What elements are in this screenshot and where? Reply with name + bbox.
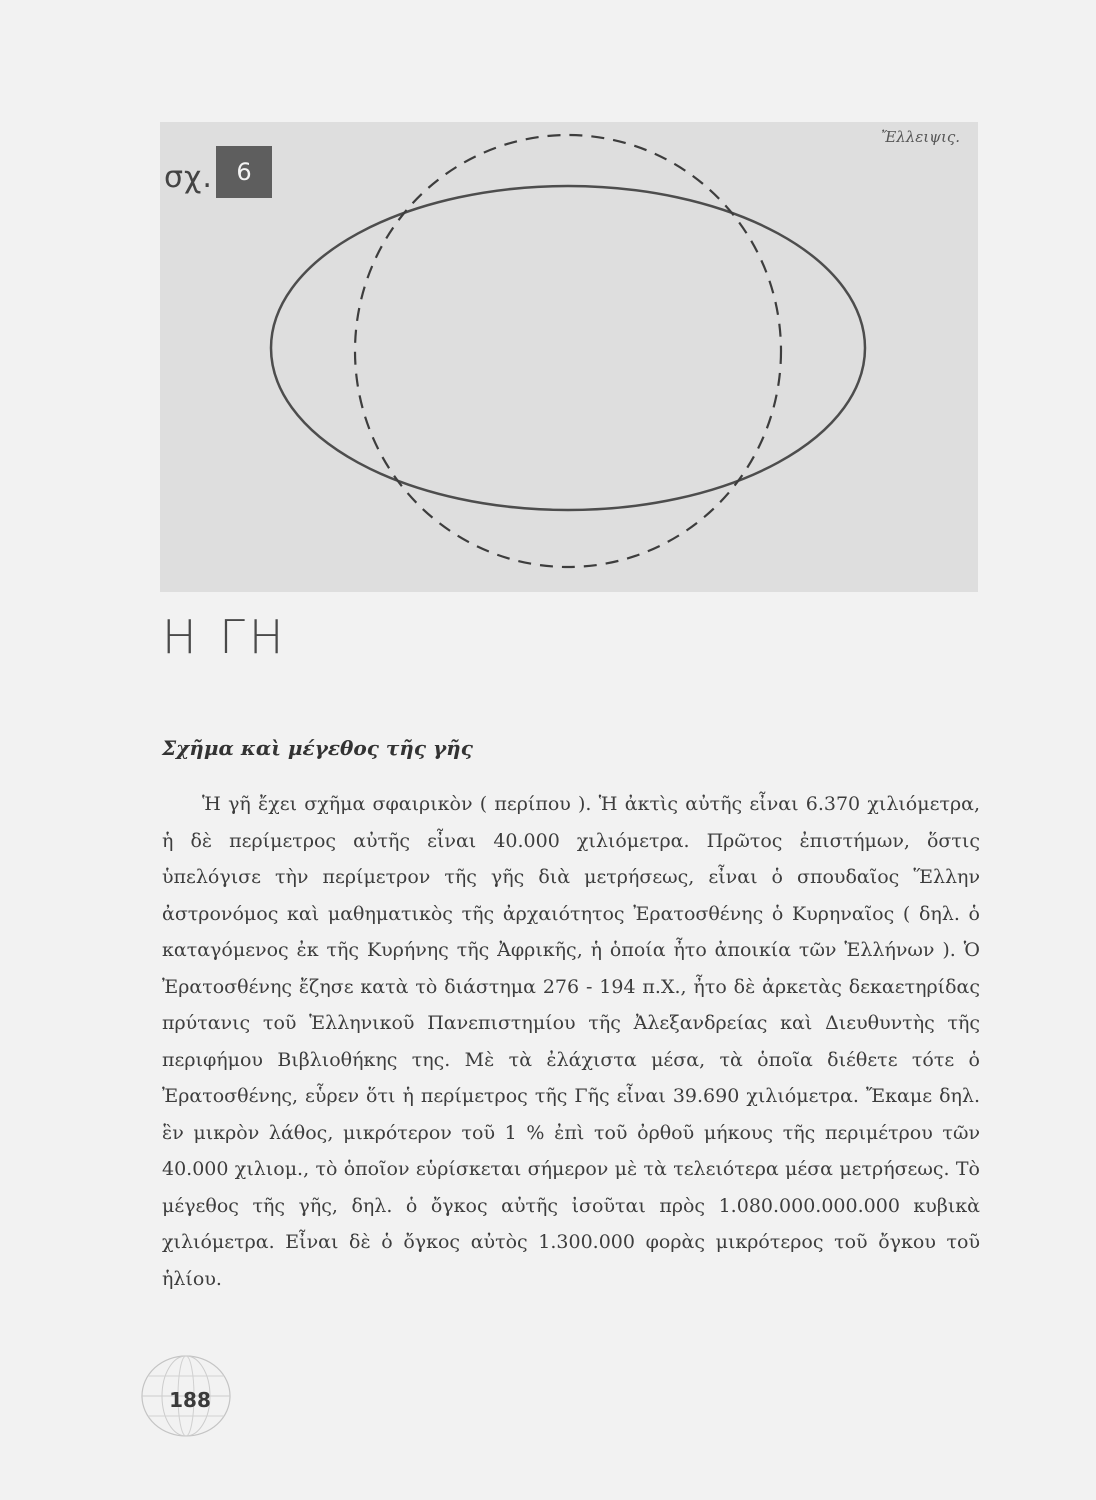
figure-panel — [160, 122, 978, 592]
body-paragraph: Ἡ γῆ ἔχει σχῆμα σφαιρικὸν ( περίπου ). Ἡ ἀκτὶς αὐτῆς εἶναι 6.370 χιλιόμετρα, ἡ δὲ περίμετρος αὐτῆς εἶναι 40.000 χιλιόμετρα. Πρῶτος ἐπιστήμων, ὅστις ὑπελόγισε τὴν περίμετρον τῆς γῆς διὰ μετρήσεως, εἶναι ὁ σπουδαῖος Ἕλλην ἀστρονόμος καὶ μαθηματικὸς τῆς ἀρχαιότητος Ἐρατοσθένης ὁ Κυρηναῖος ( δηλ. ὁ καταγόμενος ἐκ τῆς Κυρήνης τῆς Ἀφρικῆς, ἡ ὁποία ἦτο ἀποικία τῶν Ἑλλήνων ). Ὁ Ἐρατοσθένης ἔζησε κατὰ τὸ διάστημα 276 - 194 π.Χ., ἦτο δὲ ἀρκετὰς δεκαετηρίδας πρύτανις τοῦ Ἑλληνικοῦ Πανεπιστημίου τῆς Ἀλεξανδρείας καὶ Διευθυντὴς τῆς περιφήμου Βιβλιοθήκης της. Μὲ τὰ ἐλάχιστα μέσα, τὰ ὁποῖα διέθετε τότε ὁ Ἐρατοσθένης, εὗρεν ὅτι ἡ περίμετρος τῆς Γῆς εἶναι 39.690 χιλιόμετρα. Ἔκαμε δηλ. ἓν μικρὸν λάθος, μικρότερον τοῦ 1 % ἐπὶ τοῦ ὀρθοῦ μήκους τῆς περιμέτρου τῶν 40.000 χιλιομ., τὸ ὁποῖον εὑρίσκεται σήμερον μὲ τὰ τελειότερα μέσα μετρήσεως. Τὸ μέγεθος τῆς γῆς, δηλ. ὁ ὄγκος αὐτῆς ἰσοῦται πρὸς 1.080.000.000.000 κυβικὰ χιλιόμετρα. Εἶναι δὲ ὁ ὄγκος αὐτὸς 1.300.000 φορὰς μικρότερος τοῦ ὄγκου τοῦ ἡλίου. — [162, 793, 980, 1290]
ellipse-diagram — [160, 122, 978, 592]
figure-caption: Ἔλλειψις. — [881, 128, 960, 146]
circle-dashed — [355, 135, 781, 567]
section-heading: Σχῆμα καὶ μέγεθος τῆς γῆς — [162, 736, 473, 760]
ellipse-solid — [271, 186, 865, 510]
page-number: 188 — [169, 1388, 211, 1412]
figure-label: σχ. — [164, 160, 213, 195]
figure-number-badge: 6 — [216, 146, 272, 198]
chapter-title: Η ΓΗ — [162, 610, 288, 664]
